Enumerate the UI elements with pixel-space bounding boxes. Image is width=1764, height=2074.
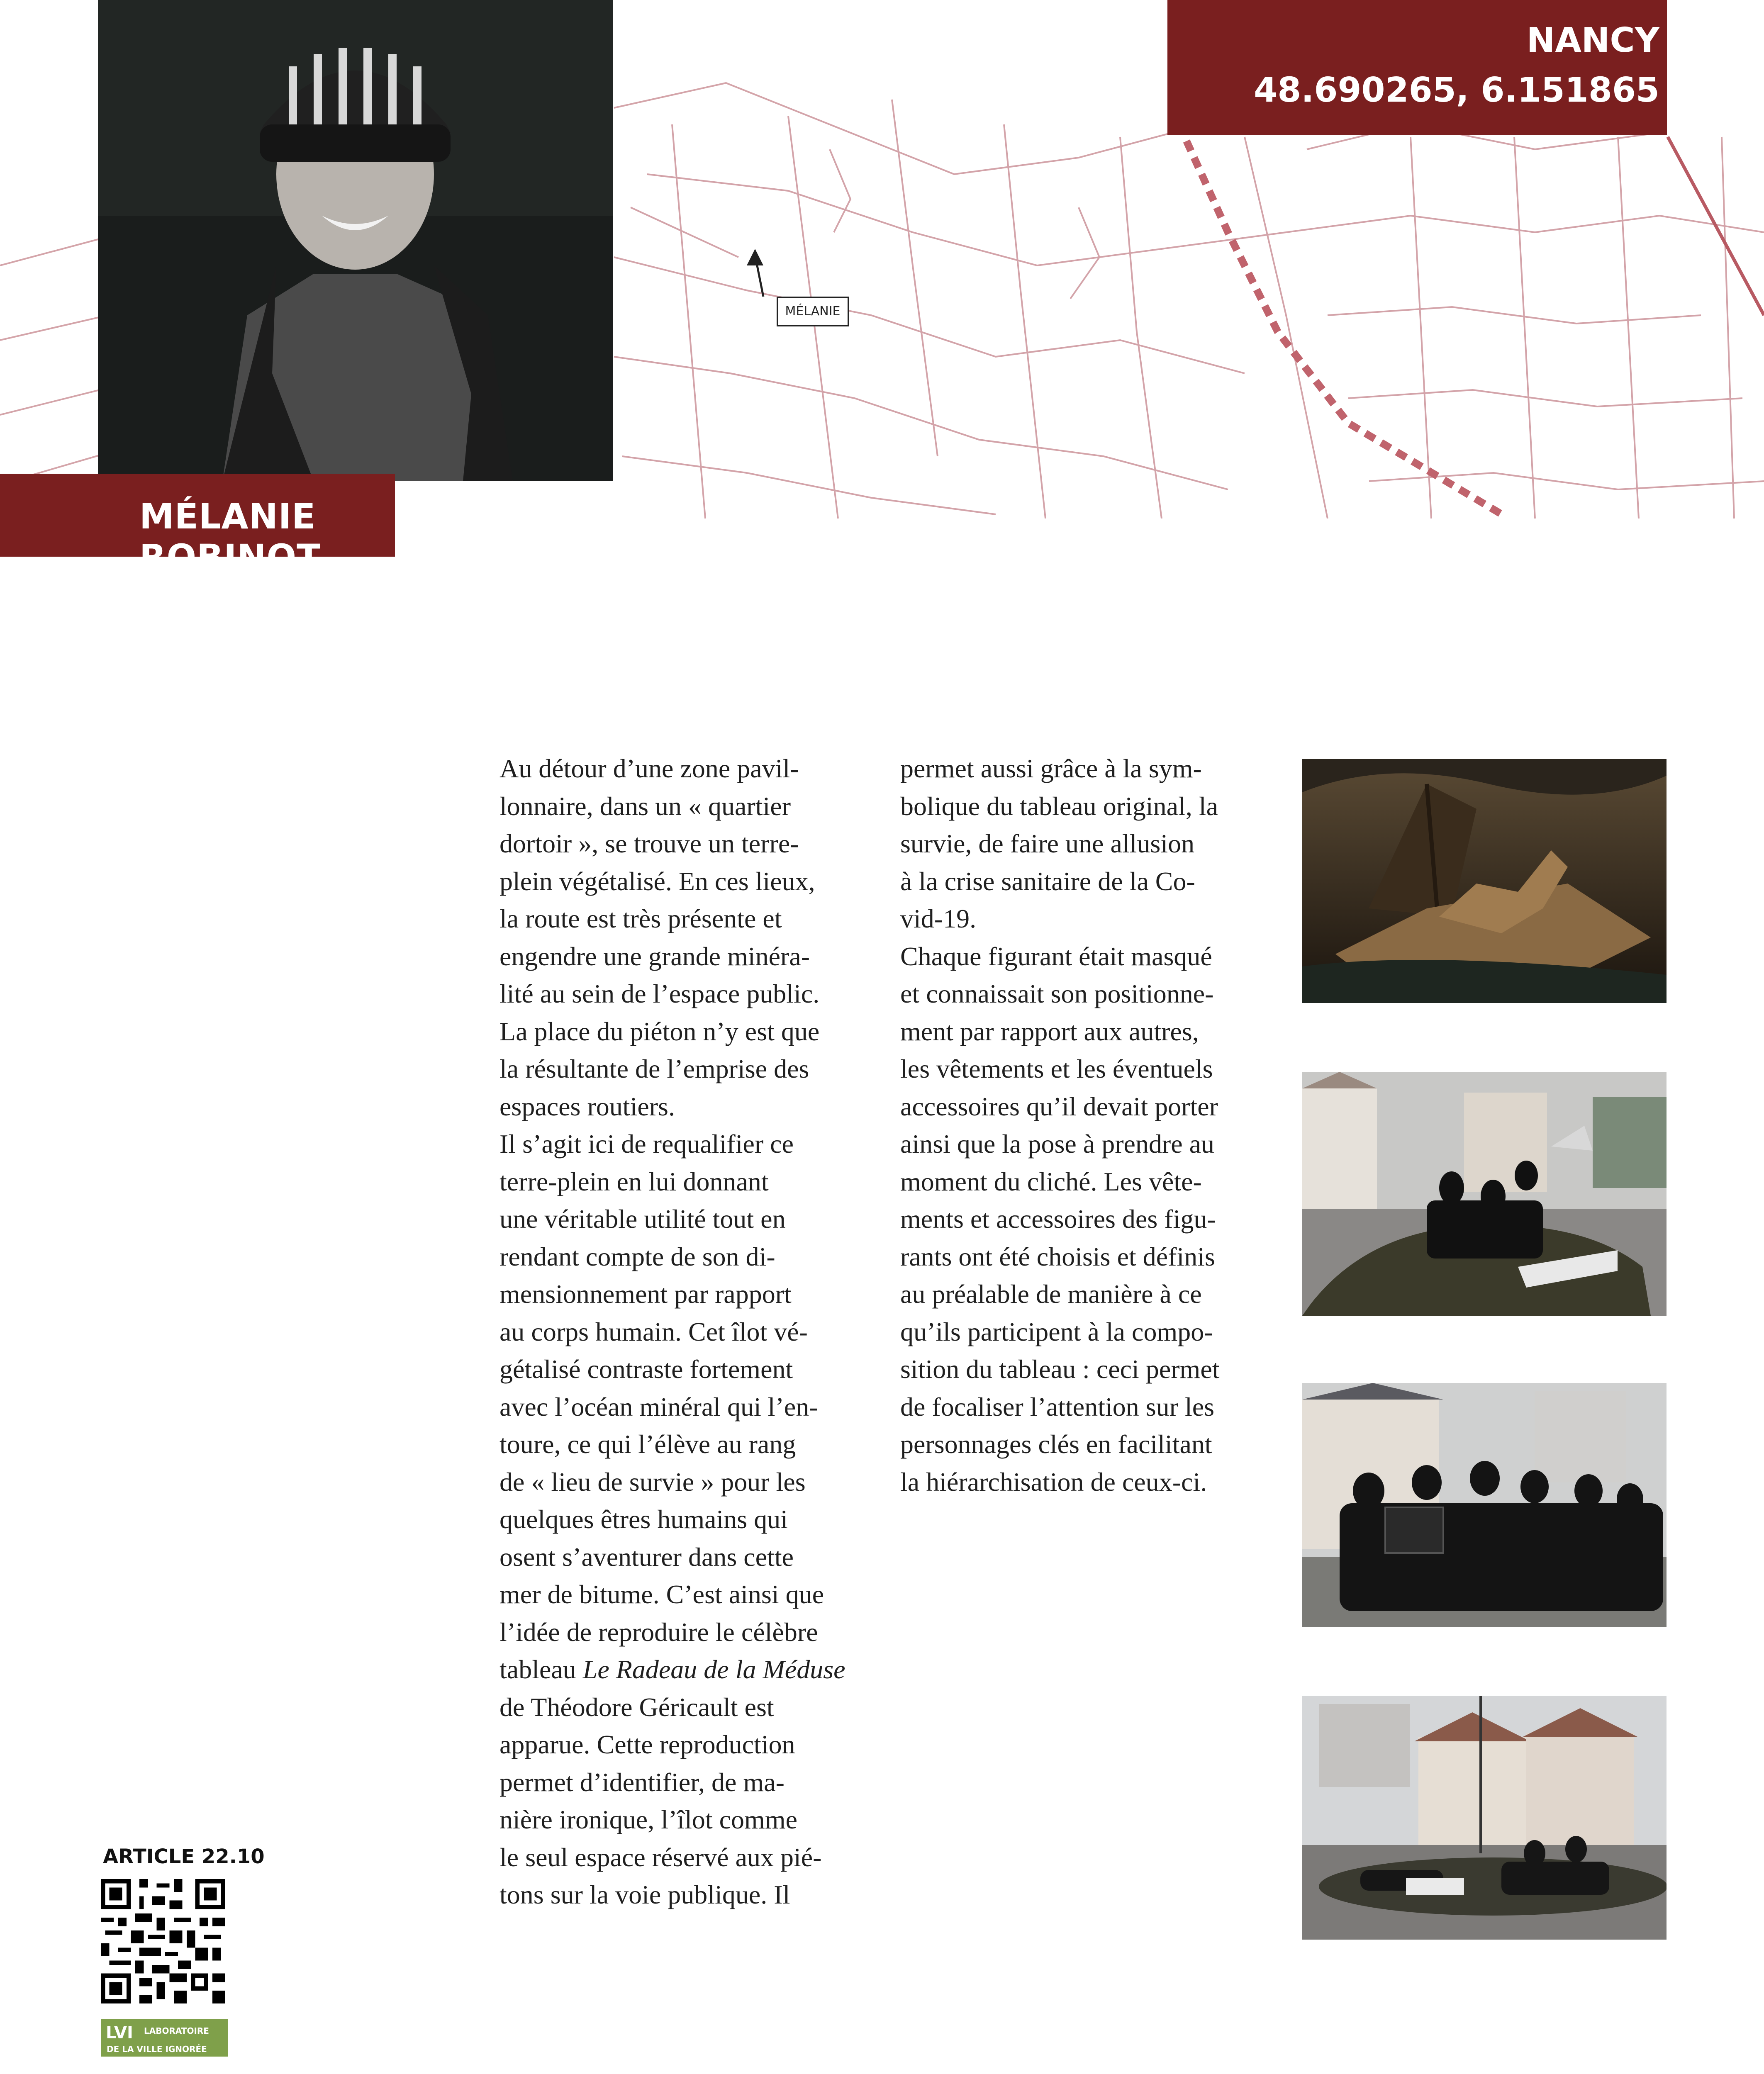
text-line: mensionnement par rapport — [499, 1279, 792, 1309]
article-column-1 — [499, 750, 873, 1914]
text-line: et connaissait son positionne- — [900, 979, 1214, 1008]
location-banner — [1167, 0, 1667, 135]
text-line: Chaque figurant était masqué — [900, 941, 1212, 971]
text-fragment: tableau — [499, 1655, 583, 1684]
text-line: les vêtements et les éventuels — [900, 1054, 1213, 1083]
text-line: gétalisé contraste fortement — [499, 1354, 793, 1384]
text-line: avec l’océan minéral qui l’en- — [499, 1392, 818, 1422]
text-line: plein végétalisé. En ces lieux, — [499, 866, 815, 896]
logo-acronym: LVI — [106, 2023, 133, 2042]
text-line: apparue. Cette reproduction — [499, 1730, 795, 1759]
text-line: dortoir », se trouve un terre- — [499, 829, 799, 858]
text-line: toure, ce qui l’élève au rang — [499, 1429, 796, 1459]
text-line: au préalable de manière à ce — [900, 1279, 1202, 1309]
article-column-2 — [900, 750, 1274, 1501]
text-line: nière ironique, l’îlot comme — [499, 1805, 797, 1834]
text-line: la route est très présente et — [499, 904, 782, 933]
reenactment-photo-2 — [1302, 1383, 1667, 1627]
text-line: une véritable utilité tout en — [499, 1204, 786, 1234]
text-line: qu’ils participent à la compo- — [900, 1317, 1213, 1346]
reenactment-photo-3 — [1302, 1696, 1667, 1940]
text-line: personnages clés en facilitant — [900, 1429, 1212, 1459]
text-line: permet aussi grâce à la sym- — [900, 754, 1202, 783]
person-name: MÉLANIE ROBINOT — [139, 496, 321, 577]
text-line: à la crise sanitaire de la Co- — [900, 866, 1195, 896]
text-line: bolique du tableau original, la — [900, 791, 1218, 821]
painting-raft-image — [1302, 759, 1667, 1003]
name-banner — [0, 474, 395, 577]
map-marker-label: MÉLANIE — [777, 297, 849, 326]
reenactment-photo-1 — [1302, 1072, 1667, 1316]
text-line: la hiérarchisation de ceux-ci. — [900, 1467, 1207, 1497]
text-line: lonnaire, dans un « quartier — [499, 791, 791, 821]
text-line: La place du piéton n’y est que — [499, 1016, 820, 1046]
text-line: vid-19. — [900, 904, 977, 933]
city-name: NANCY — [1526, 21, 1659, 60]
text-line: le seul espace réservé aux pié- — [499, 1842, 822, 1872]
text-line: ments et accessoires des figu- — [900, 1204, 1216, 1234]
text-line: lité au sein de l’espace public. — [499, 979, 820, 1008]
text-line: ainsi que la pose à prendre au — [900, 1129, 1215, 1159]
text-line: accessoires qu’il devait porter — [900, 1091, 1218, 1121]
logo-line-2: DE LA VILLE IGNORÉE — [107, 2044, 207, 2054]
text-line: l’idée de reproduire le célèbre — [499, 1617, 818, 1647]
text-line: la résultante de l’emprise des — [499, 1054, 809, 1083]
text-line — [499, 1651, 873, 1689]
text-line: mer de bitume. C’est ainsi que — [499, 1580, 824, 1609]
text-line: sition du tableau : ceci permet — [900, 1354, 1220, 1384]
text-line: rants ont été choisis et définis — [900, 1241, 1215, 1271]
text-line: de focaliser l’attention sur les — [900, 1392, 1215, 1422]
text-line: au corps humain. Cet îlot vé- — [499, 1317, 808, 1346]
text-line: Il s’agit ici de requalifier ce — [499, 1129, 794, 1159]
text-line: survie, de faire une allusion — [900, 829, 1195, 858]
text-line: osent s’aventurer dans cette — [499, 1542, 794, 1572]
text-line: terre-plein en lui donnant — [499, 1166, 769, 1196]
text-line: de Théodore Géricault est — [499, 1692, 774, 1722]
text-line: de « lieu de survie » pour les — [499, 1467, 806, 1497]
text-line: espaces routiers. — [499, 1091, 675, 1121]
coordinates: 48.690265, 6.151865 — [1254, 71, 1659, 110]
logo-line-1: LABORATOIRE — [144, 2026, 209, 2036]
text-line: rendant compte de son di- — [499, 1241, 775, 1271]
qr-code[interactable] — [101, 1879, 225, 2003]
text-line: ment par rapport aux autres, — [900, 1016, 1199, 1046]
text-line: tons sur la voie publique. Il — [499, 1880, 790, 1909]
painting-title: Le Radeau de la Méduse — [582, 1655, 845, 1684]
portrait-photo — [98, 0, 613, 481]
text-line: Au détour d’une zone pavil- — [499, 754, 799, 783]
text-line: engendre une grande minéra- — [499, 941, 810, 971]
text-line: quelques êtres humains qui — [499, 1504, 788, 1534]
article-reference: ARTICLE 22.10 — [103, 1845, 265, 1868]
lvi-logo — [101, 2019, 228, 2057]
text-line: moment du cliché. Les vête- — [900, 1166, 1202, 1196]
text-line: permet d’identifier, de ma- — [499, 1767, 785, 1797]
